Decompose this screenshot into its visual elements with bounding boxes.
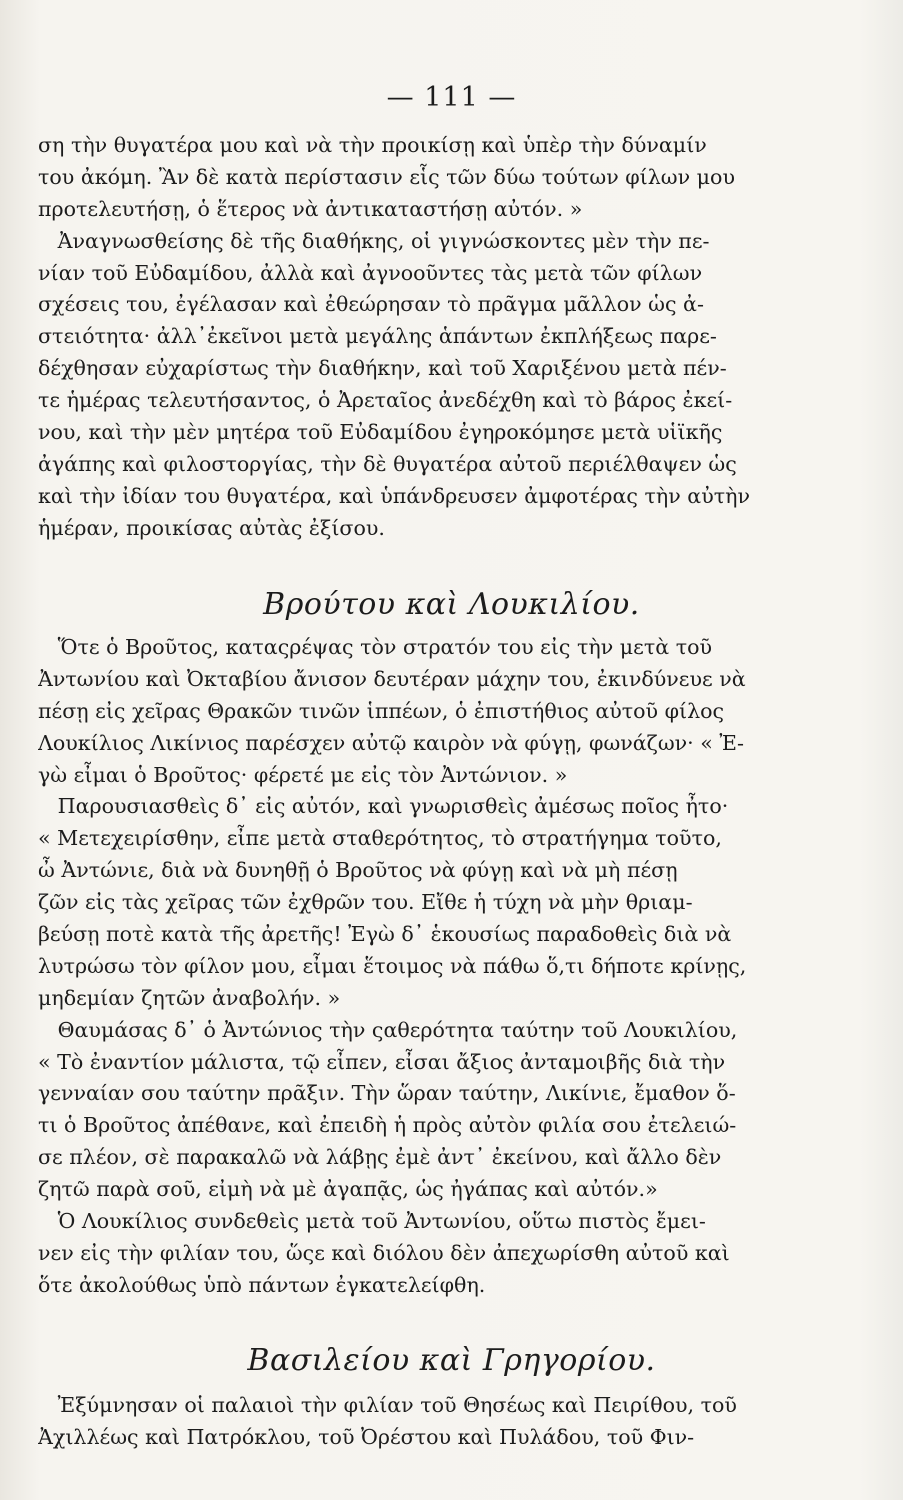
text-line: Παρουσιασθεὶς δ᾽ εἰς αὐτόν, καὶ γνωρισθεὶς ἀμέσως ποῖος ἦτο·: [38, 794, 729, 819]
text-line: ὦ Ἀντώνιε, διὰ νὰ δυνηθῇ ὁ Βροῦτος νὰ φύγῃ καὶ νὰ μὴ πέσῃ: [38, 858, 678, 883]
text-line: Θαυμάσας δ᾽ ὁ Ἀντώνιος τὴν ςαθερότητα ταύτην τοῦ Λουκιλίου,: [38, 1017, 738, 1042]
text-line: Ὅτε ὁ Βροῦτος, καταςρέψας τὸν στρατόν του εἰς τὴν μετὰ τοῦ: [38, 635, 713, 659]
text-line: Λουκίλιος Λικίνιος παρέσχεν αὐτῷ καιρὸν νὰ φύγῃ, φωνάζων· « Ἐ-: [38, 730, 744, 755]
text-line: τε ἡμέρας τελευτήσαντος, ὁ Ἀρεταῖος ἀνεδέχθη καὶ τὸ βάρος ἐκεί-: [38, 388, 733, 413]
text-line: στειότητα· ἀλλ᾽ἐκεῖνοι μετὰ μεγάλης ἁπάντων ἐκπλήξεως παρε-: [38, 324, 717, 349]
text-line: βεύσῃ ποτὲ κατὰ τῆς ἀρετῆς! Ἐγὼ δ᾽ ἑκουσίως παραδοθεὶς διὰ νὰ: [38, 922, 732, 947]
text-line: ζῶν εἰς τὰς χεῖρας τῶν ἐχθρῶν του. Εἴθε ἡ τύχη νὰ μὴν θριαμ-: [38, 890, 693, 915]
text-line: τι ὁ Βροῦτος ἀπέθανε, καὶ ἐπειδὴ ἡ πρὸς αὐτὸν φιλία σου ἐτελειώ-: [38, 1113, 737, 1138]
paragraph-diatheke: [38, 130, 822, 545]
text-line: πέσῃ εἰς χεῖρας Θρακῶν τινῶν ἱππέων, ὁ ἐπιστήθιος αὐτοῦ φίλος: [38, 698, 725, 723]
text-line: ἡμέραν, προικίσας αὐτὰς ἐξίσου.: [38, 515, 385, 540]
section-basil-gregory: [38, 1390, 822, 1454]
text-line: μηδεμίαν ζητῶν ἀναβολήν. »: [38, 985, 341, 1010]
text-line: « Τὸ ἐναντίον μάλιστα, τῷ εἶπεν, εἶσαι ἄξιος ἀνταμοιβῆς διὰ τὴν: [38, 1049, 726, 1074]
page-number: — 111 —: [386, 82, 517, 113]
text-line: Ἀντωνίου καὶ Ὀκταβίου ἄνισον δευτέραν μάχην του, ἐκινδύνευε νὰ: [38, 666, 746, 691]
section-heading-basil-gregory: Βασιλείου καὶ Γρηγορίου.: [247, 1343, 656, 1378]
text-line: νου, καὶ τὴν μὲν μητέρα τοῦ Εὐδαμίδου ἐγηροκόμησε μετὰ υἱϊκῆς: [38, 420, 723, 445]
text-line: ζητῶ παρὰ σοῦ, εἰμὴ νὰ μὲ ἀγαπᾷς, ὡς ἠγάπας καὶ αὐτόν.»: [38, 1177, 658, 1202]
section-brutus-lucilius: [38, 632, 822, 1302]
text-line: σχέσεις του, ἐγέλασαν καὶ ἐθεώρησαν τὸ πρᾶγμα μᾶλλον ὡς ἀ-: [38, 292, 704, 317]
text-line: ὅτε ἀκολούθως ὑπὸ πάντων ἐγκατελείφθη.: [38, 1272, 486, 1297]
text-line: καὶ τὴν ἰδίαν του θυγατέρα, καὶ ὑπάνδρευσεν ἀμφοτέρας τὴν αὐτὴν: [38, 483, 750, 508]
text-line: γὼ εἶμαι ὁ Βροῦτος· φέρετέ με εἰς τὸν Ἀντώνιον. »: [38, 762, 568, 787]
text-line: λυτρώσω τὸν φίλον μου, εἶμαι ἕτοιμος νὰ πάθω ὅ,τι δήποτε κρίνῃς,: [38, 953, 747, 978]
text-line: γενναίαν σου ταύτην πρᾶξιν. Τὴν ὥραν ταύτην, Λικίνιε, ἔμαθον ὅ-: [38, 1081, 736, 1106]
section-heading-brutus-lucilius: Βρούτου καὶ Λουκιλίου.: [263, 587, 640, 622]
text-line: Ὁ Λουκίλιος συνδεθεὶς μετὰ τοῦ Ἀντωνίου, οὕτω πιστὸς ἔμει-: [38, 1209, 706, 1234]
text-line: « Μετεχειρίσθην, εἶπε μετὰ σταθερότητος, τὸ στρατήγημα τοῦτο,: [38, 826, 722, 851]
text-line: Ἀναγνωσθείσης δὲ τῆς διαθήκης, οἱ γιγνώσκοντες μὲν τὴν πε-: [38, 228, 710, 253]
text-line: ἀγάπης καὶ φιλοστοργίας, τὴν δὲ θυγατέρα αὐτοῦ περιέλθαψεν ὡς: [38, 451, 737, 476]
text-line: νεν εἰς τὴν φιλίαν του, ὥςε καὶ διόλου δὲν ἀπεχωρίσθη αὐτοῦ καὶ: [38, 1240, 730, 1265]
text-line: νίαν τοῦ Εὐδαμίδου, ἀλλὰ καὶ ἀγνοοῦντες τὰς μετὰ τῶν φίλων: [38, 260, 703, 285]
text-line: σε πλέον, σὲ παρακαλῶ νὰ λάβῃς ἐμὲ ἀντ᾽ ἐκείνου, καὶ ἄλλο δὲν: [38, 1145, 722, 1170]
text-line: προτελευτήσῃ, ὁ ἕτερος νὰ ἀντικαταστήσῃ αὐτόν. »: [38, 196, 583, 221]
text-line: ση τὴν θυγατέρα μου καὶ νὰ τὴν προικίσῃ καὶ ὑπὲρ τὴν δύναμίν: [38, 133, 707, 157]
text-line: Ἐξύμνησαν οἱ παλαιοὶ τὴν φιλίαν τοῦ Θησέως καὶ Πειρίθου, τοῦ: [38, 1393, 737, 1417]
text-line: Ἀχιλλέως καὶ Πατρόκλου, τοῦ Ὀρέστου καὶ Πυλάδου, τοῦ Φιν-: [38, 1424, 695, 1449]
text-line: του ἀκόμη. Ἂν δὲ κατὰ περίστασιν εἷς τῶν δύω τούτων φίλων μου: [38, 164, 735, 189]
text-line: δέχθησαν εὐχαρίστως τὴν διαθήκην, καὶ τοῦ Χαριξένου μετὰ πέν-: [38, 356, 727, 381]
